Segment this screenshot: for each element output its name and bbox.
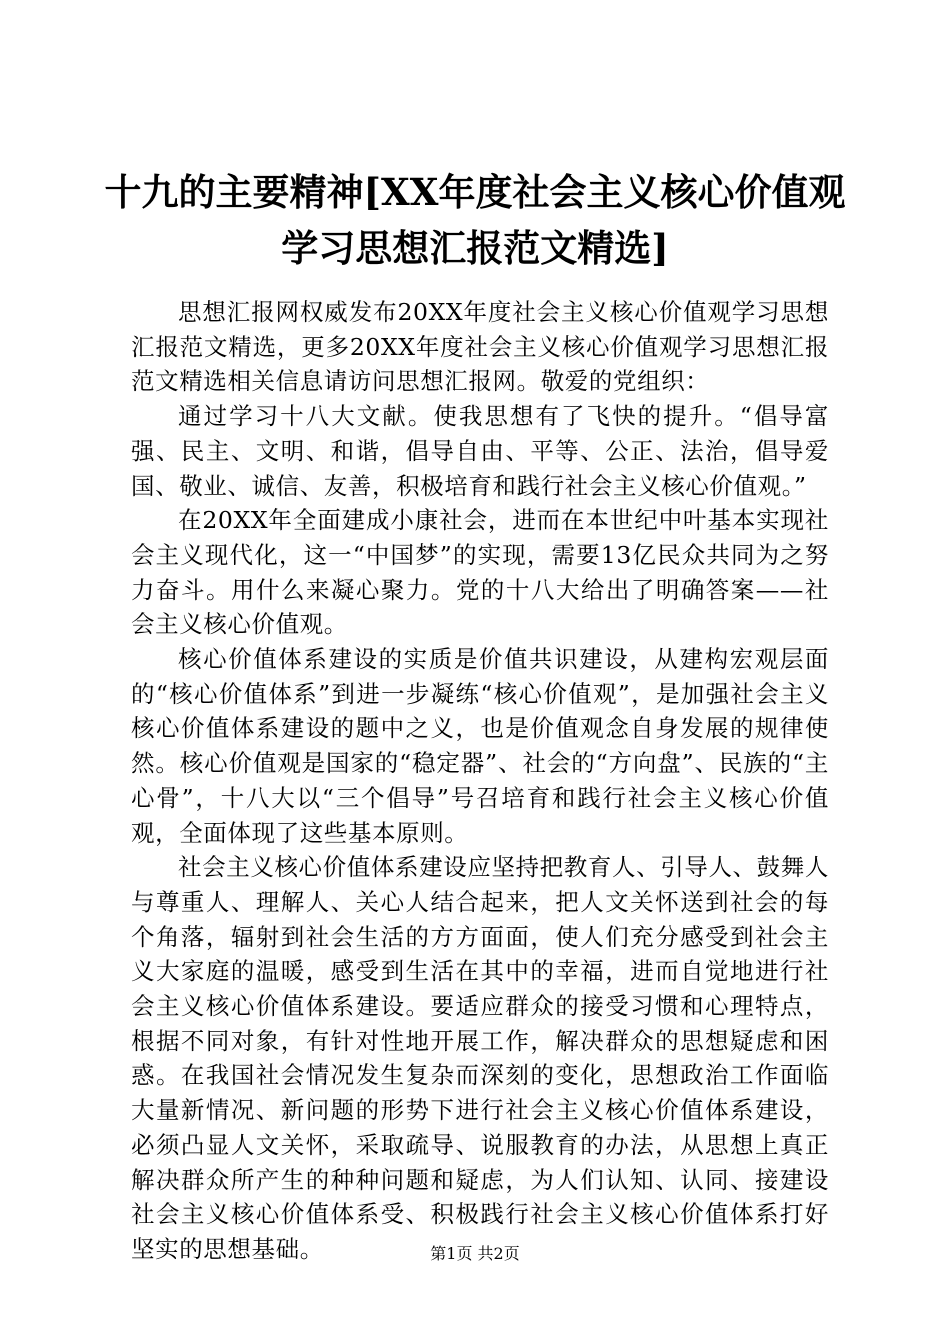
paragraph: 社会主义核心价值体系建设应坚持把教育人、引导人、鼓舞人与尊重人、理解人、关心人结合起来，把人文关怀送到社会的每个角落，辐射到社会生活的方方面面，使人们充分感受到社会主义大家庭的温暖，感受到生活在其中的幸福，进而自觉地进行社会主义核心价值体系建设。要适应群众的接受习惯和心理特点，根据不同对象，有针对性地开展工作，解决群众的思想疑虑和困惑。在我国社会情况发生复杂而深刻的变化，思想政治工作面临大量新情况、新问题的形势下进行社会主义核心价值体系建设，必须凸显人文关怀，采取疏导、说服教育的办法，从思想上真正解决群众所产生的种种问题和疑虑，为人们认知、认同、接建设社会主义核心价值体系受、积极践行社会主义核心价值体系打好坚实的思想基础。	[131, 853, 829, 1263]
title-line-1: 十九的主要精神[XX年度社会主义核心价值观	[104, 170, 846, 214]
paragraph: 思想汇报网权威发布20XX年度社会主义核心价值观学习思想汇报范文精选，更多20XX年度社会主义核心价值观学习思想汇报范文精选相关信息请访问思想汇报网。敬爱的党组织：	[131, 298, 829, 396]
paragraph: 通过学习十八大文献。使我思想有了飞快的提升。“倡导富强、民主、文明、和谐，倡导自由、平等、公正、法治，倡导爱国、敬业、诚信、友善，积极培育和践行社会主义核心价值观。”	[131, 402, 829, 500]
document-title	[100, 164, 850, 276]
page-number-footer: 第1页 共2页	[430, 1244, 520, 1263]
paragraph: 在20XX年全面建成小康社会，进而在本世纪中叶基本实现社会主义现代化，这一“中国梦”的实现，需要13亿民众共同为之努力奋斗。用什么来凝心聚力。党的十八大给出了明确答案——社会主义核心价值观。	[131, 506, 829, 639]
paragraph: 核心价值体系建设的实质是价值共识建设，从建构宏观层面的“核心价值体系”到进一步凝练“核心价值观”，是加强社会主义核心价值体系建设的题中之义，也是价值观念自身发展的规律使然。核心价值观是国家的“稳定器”、社会的“方向盘”、民族的“主心骨”，十八大以“三个倡导”号召培育和践行社会主义核心价值观，全面体现了这些基本原则。	[131, 645, 829, 847]
title-line-2: 学习思想汇报范文精选]	[281, 226, 669, 270]
document-body	[131, 295, 829, 1267]
